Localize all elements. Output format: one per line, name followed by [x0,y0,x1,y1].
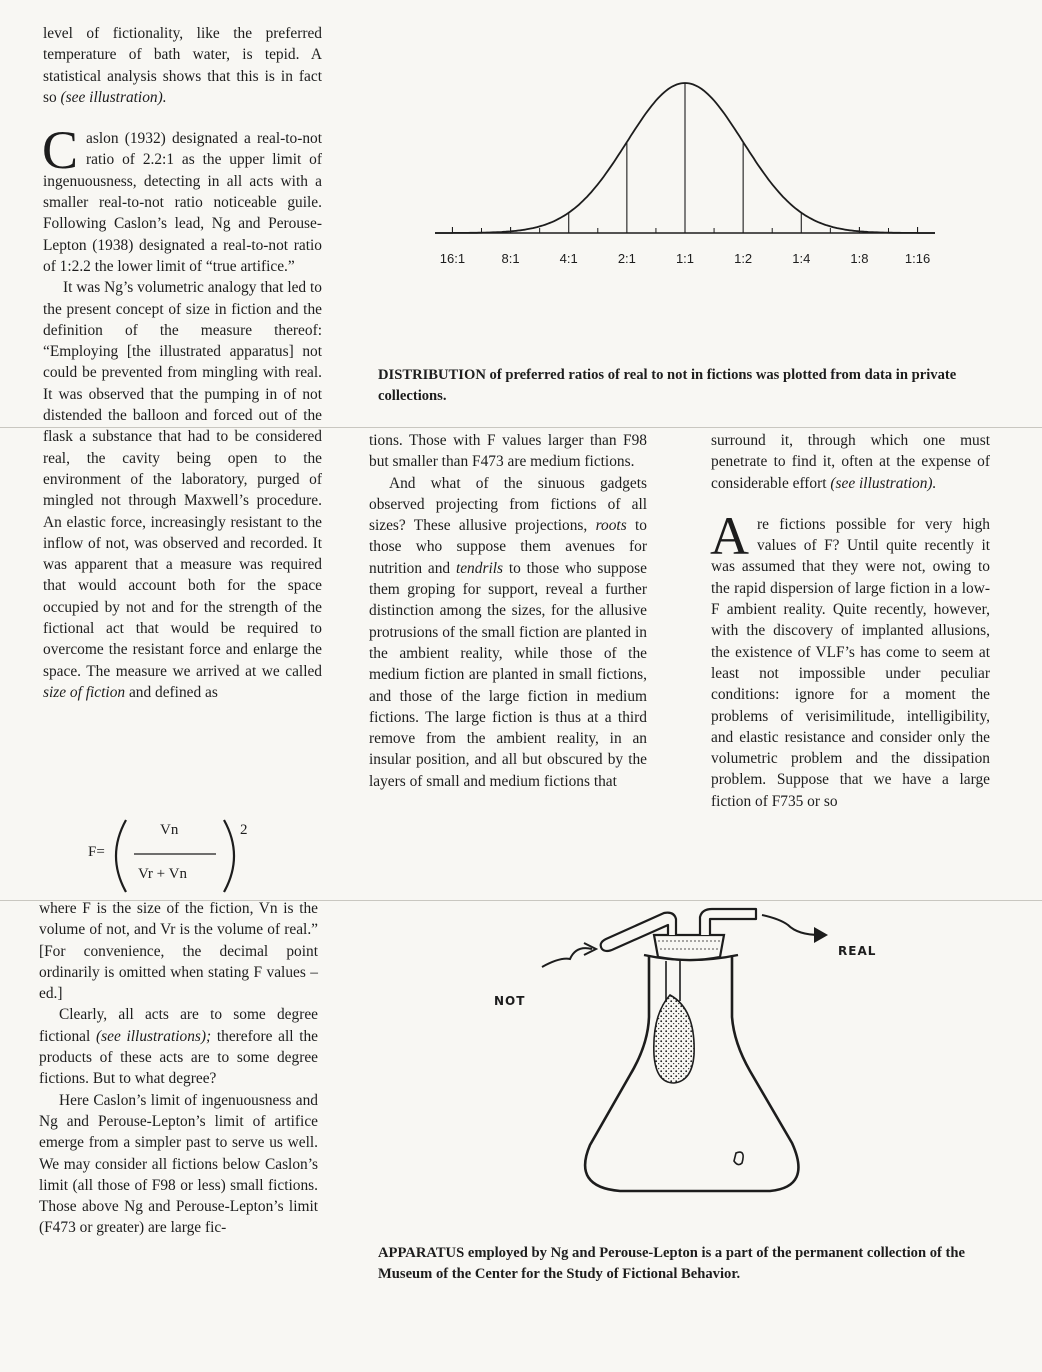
paragraph-6: Here Caslon’s limit of ingenuousness and Ng and Perouse-Lepton’s limit of artifice emerge from a simpler past to serve us well. We may consider all fictions below Caslon’s limit (all those of F98 or less) small fictions. Those above Ng and Perouse-Lepton’s limit (F473 or greater) are large fic- [39,1091,318,1237]
left-column-bottom [39,898,318,1239]
chart-marks [435,83,935,266]
formula-exponent: 2 [240,822,248,838]
x-tick-label: 4:1 [559,251,578,266]
italic-term-roots: roots [595,517,627,535]
real-arrow-icon [762,915,820,935]
x-tick-label: 2:1 [617,251,636,266]
text: level of fictionality, like the preferred temperature of bath water, is tepid. A statistical analysis shows that this is in fact so [43,25,322,106]
x-tick-label: 16:1 [439,251,466,266]
paragraph-1: tions. Those with F values larger than F98 but smaller than F473 are medium fictions. [369,432,647,471]
distribution-caption [378,365,988,407]
caption-lead: DISTRIBUTION [378,367,486,383]
distribution-chart [405,65,965,280]
paragraph-2 [369,473,647,792]
text: re fictions possible for very high values of F? Until quite recently it was assumed that they were not, owing to the rapid dispersion of large fiction in a low-F ambient reality. Quite recently, however, with the discovery of implanted allusions, the existence of VLF’s has come to seem at least not impossible under peculiar conditions: ignore for a moment the problems of verisimilitude, intelligibility, and elastic resistance and consider only the volumetric problem and the dissipation problem. Suppose that we have a large fiction of F735 or so [711,515,990,810]
text: to those who suppose them groping for support, reveal a further distinction among the sizes, for the allusive protrusions of the small fiction are planted in the ambient reality, while those of the medium fiction are planted in small fictions, and those of the large fiction in medium fictions. The large fiction is thus at a third remove from the ambient reality, in an insular position, and all but obscured by the layers of small and medium fictions that [369,559,647,790]
drop-cap: C [42,120,79,181]
x-tick-label: 8:1 [501,251,520,266]
not-label: NOT [494,994,526,1008]
right-column [711,430,990,812]
caption-lead: APPARATUS [378,1245,465,1261]
paragraph-5 [39,1004,318,1089]
formula-lhs: F= [88,844,105,860]
real-label: REAL [838,944,877,958]
stopper-icon [654,935,724,960]
balloon-icon [654,995,694,1083]
x-tick-label: 1:1 [675,251,695,266]
formula-denominator: Vr + Vn [138,866,187,882]
middle-column [369,430,647,792]
text: aslon (1932) designated a real-to-not ratio of 2.2:1 as the upper limit of ingenuousness, detecting in all acts with a smaller real-to-not ratio noticeable guile. Following Caslon’s lead, Ng and Perouse-Lepton (1938) designated a real-to-not ratio of 1:2.2 the lower limit of “true artifice.” [43,130,322,275]
x-tick-label: 1:16 [904,251,931,266]
paragraph-1 [43,23,322,108]
paragraph-3 [43,277,322,703]
text: And what of the sinuous gadgets observed projecting from fictions of all sizes? These allusive projections, [369,474,647,535]
outlet-tube-icon [700,909,756,935]
apparatus-caption [378,1243,978,1285]
italic-ref: (see illustration). [830,474,937,492]
italic-ref: (see illustrations); [96,1027,212,1045]
formula-numerator: Vn [160,822,179,838]
paragraph-4: where F is the size of the fiction, Vn is the volume of not, and Vr is the volume of real.” [For convenience, the decimal point ordinarily is omitted when stating F values – ed.] [39,900,318,1003]
paragraph-2 [710,505,990,812]
text: and defined as [128,683,218,701]
x-tick-label: 1:2 [734,251,753,266]
text: It was Ng’s volumetric analogy that led to the present concept of size in fiction and the definition of the measure thereof: “Employing [the illustrated apparatus] not could be prevented from mingling with real. It was observed that the pumping in of not distended the balloon and forced out of the flask a substance that had to be considered real, the cavity being open to the environment of the laboratory, purged of mingled not through Maxwell’s procedure. An elastic force, increasingly resistant to the inflow of not, was observed and recorded. It was apparent that a measure was required that would account both for the space occupied by not and for the strength of the fictional act that would be required to overcome the resistant force and enlarge the space. The measure we arrived at we called [43,279,322,680]
text: Clearly, all acts are to some degree fictional [39,1006,318,1045]
text: therefore all the products of these acts are to some degree fictions. But to what degree? [39,1027,319,1088]
italic-term-tendrils: tendrils [455,559,503,577]
left-column-top [43,23,322,703]
flask-icon [585,955,798,1191]
apparatus-illustration [480,905,920,1215]
drop-cap: A [710,505,749,566]
not-arrow-icon [542,948,592,967]
paragraph-2 [42,120,322,277]
x-tick-label: 1:4 [792,251,811,266]
text: surround it, through which one must penetrate to find it, often at the expense of considerable effort [711,432,990,492]
caption-text: of preferred ratios of real to not in fictions was plotted from data in private collections. [378,367,957,404]
caption-text: employed by Ng and Perouse-Lepton is a part of the permanent collection of the Museum of the Center for the Study of Fictional Behavior. [378,1245,965,1282]
italic-ref: (see illustration). [60,88,167,106]
italic-term: size of fiction [43,683,126,701]
size-of-fiction-formula [88,816,268,896]
text: to those who suppose them avenues for nutrition and [369,517,647,577]
paragraph-1 [711,430,990,494]
x-tick-label: 1:8 [850,251,869,266]
